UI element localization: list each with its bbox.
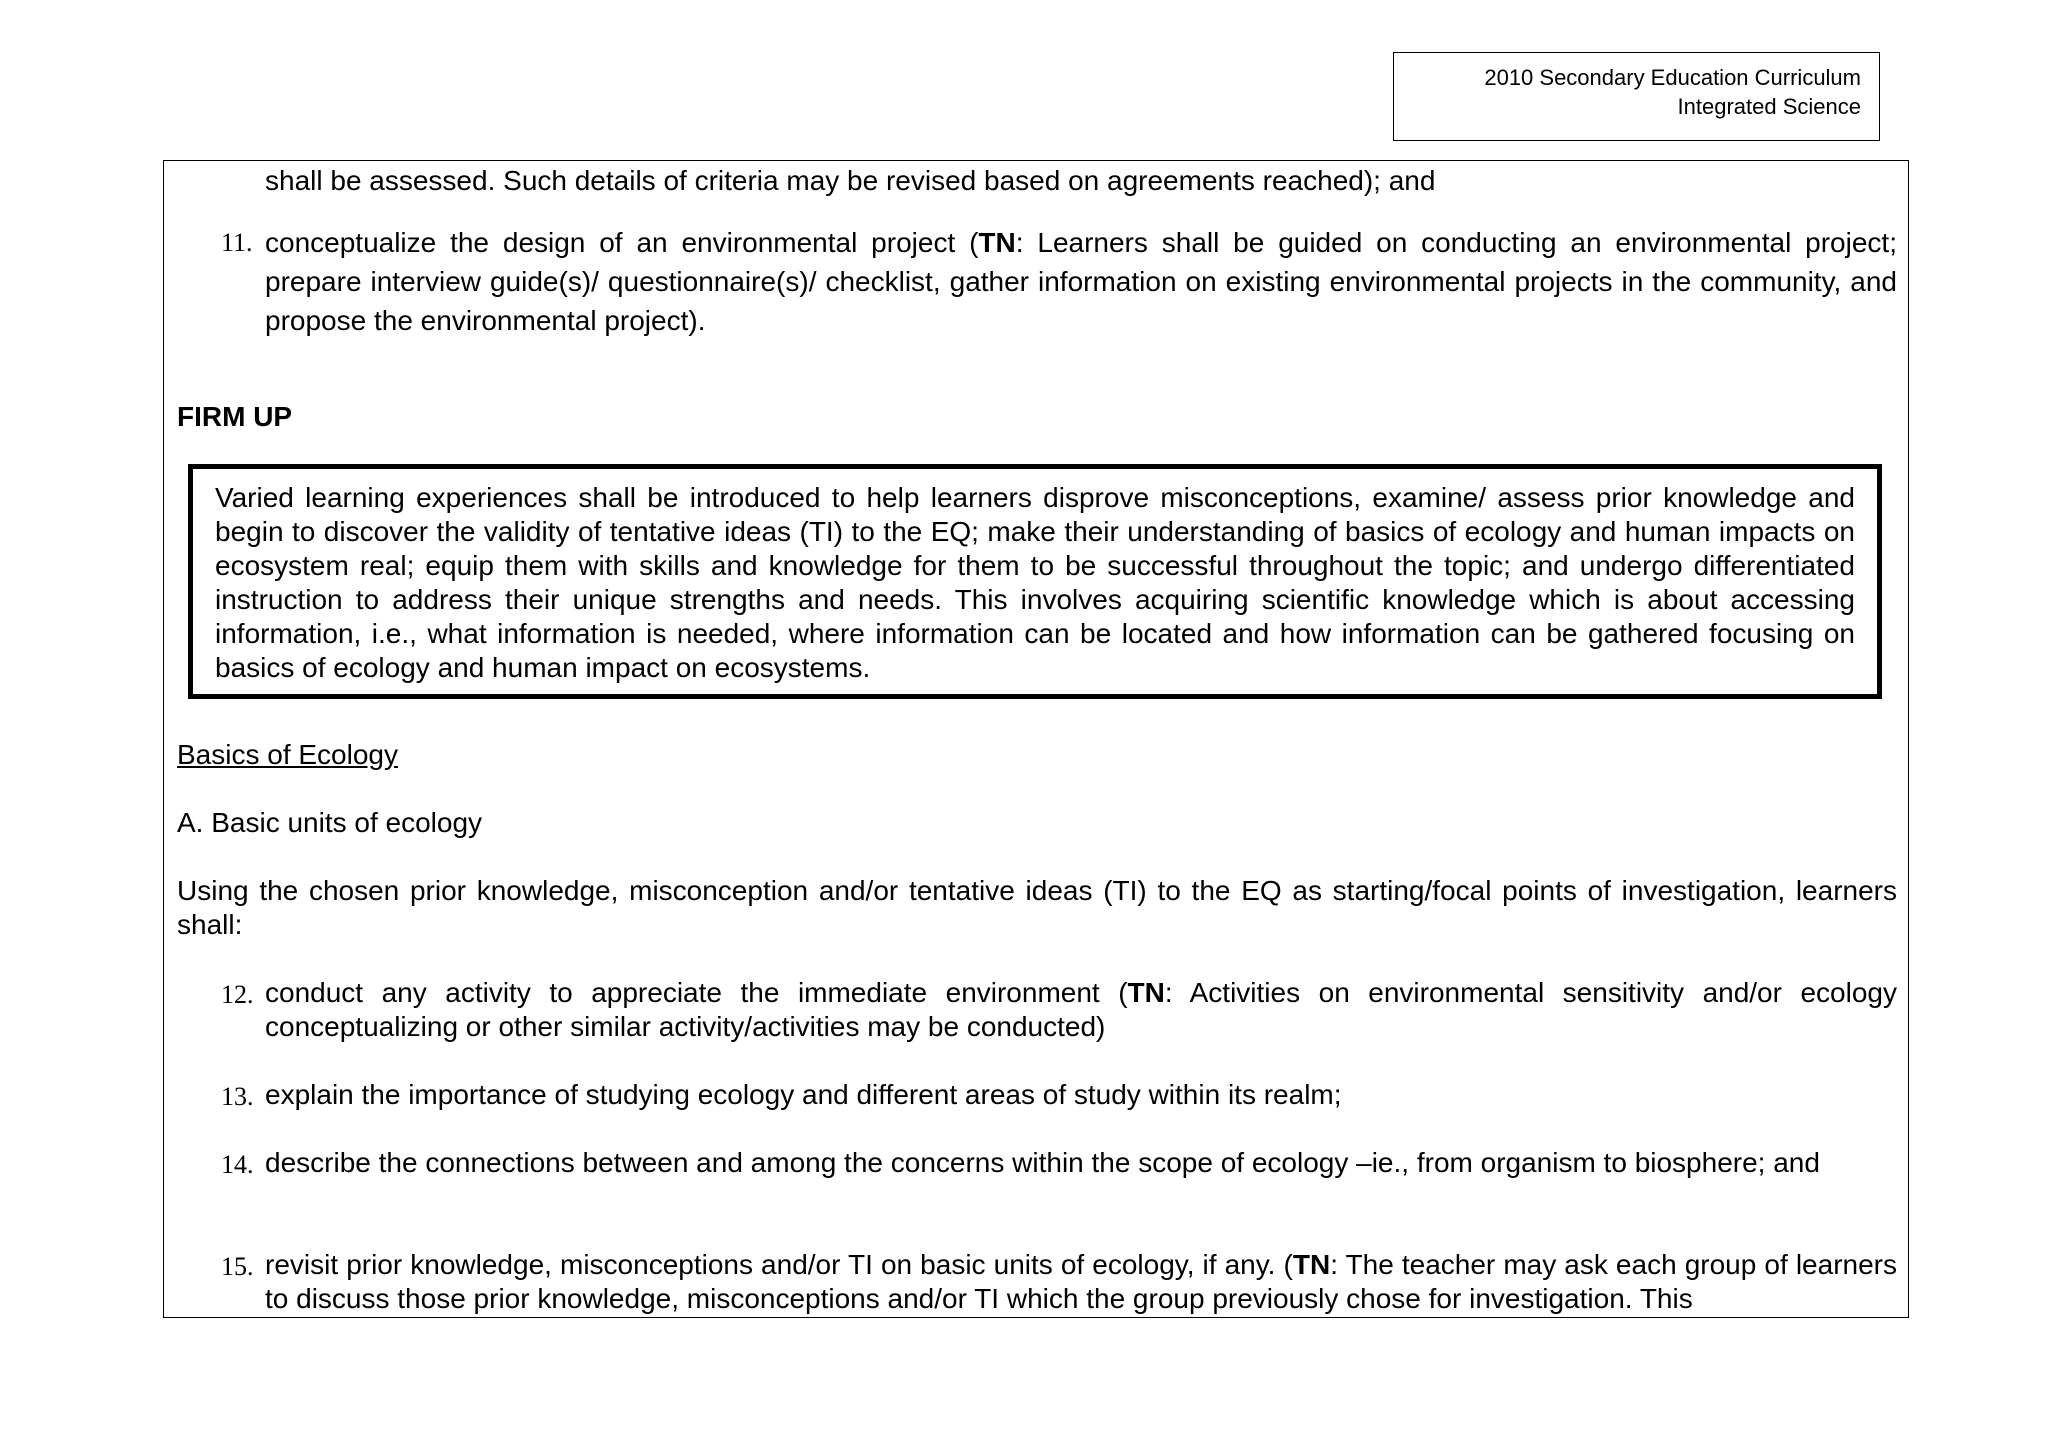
item-15-text: revisit prior knowledge, misconceptions and/or TI on basic units of ecology, if any. (TN: The teacher may ask each group of learners to discuss those prior knowledge, misconceptions and/or TI which the group previously chose for investigation. This bbox=[265, 1249, 1897, 1314]
section-title: Basics of Ecology bbox=[177, 739, 398, 770]
content-frame bbox=[163, 160, 1909, 1318]
tn-label: TN bbox=[978, 227, 1016, 258]
item-number-13: 13. bbox=[221, 1082, 254, 1111]
curriculum-header-box bbox=[1393, 52, 1880, 141]
header-line-1: 2010 Secondary Education Curriculum bbox=[1484, 65, 1861, 90]
tn-label: TN bbox=[1292, 1249, 1331, 1280]
item-14-text: describe the connections between and among the concerns within the scope of ecology –ie., from organism to biosphere; and bbox=[265, 1147, 1820, 1178]
firm-up-box: Varied learning experiences shall be introduced to help learners disprove misconceptions, examine/ assess prior knowledge and begin to discover the validity of tentative ideas (TI) to the EQ; make their understanding of basics of ecology and human impacts on ecosystem real; equip them with skills and knowledge for them to be successful throughout the topic; and undergo differentiated instruction to address their unique strengths and needs. This involves acquiring scientific knowledge which is about accessing information, i.e., what information is needed, where information can be located and how information can be gathered focusing on basics of ecology and human impact on ecosystems. bbox=[188, 464, 1882, 699]
section-intro: Using the chosen prior knowledge, misconception and/or tentative ideas (TI) to the EQ as starting/focal points of investigation, learners shall: bbox=[177, 875, 1897, 940]
item-13-text: explain the importance of studying ecology and different areas of study within its realm; bbox=[265, 1079, 1342, 1110]
item-number-11: 11. bbox=[221, 228, 253, 257]
item-number-15: 15. bbox=[221, 1252, 254, 1281]
item-number-12: 12. bbox=[221, 980, 254, 1009]
item-11-text: conceptualize the design of an environmental project (TN: Learners shall be guided on conducting an environmental project; prepare interview guide(s)/ questionnaire(s)/ checklist, gather information on existing environmental projects in the community, and propose the environmental project). bbox=[265, 227, 1897, 336]
section-subtitle: A. Basic units of ecology bbox=[177, 807, 483, 838]
header-line-2: Integrated Science bbox=[1677, 94, 1861, 119]
firm-up-heading: FIRM UP bbox=[177, 401, 293, 432]
item-12-text: conduct any activity to appreciate the immediate environment (TN: Activities on environmental sensitivity and/or ecology conceptualizing or other similar activity/activities may be conducted) bbox=[265, 977, 1897, 1042]
tn-label: TN bbox=[1127, 977, 1165, 1008]
item-number-14: 14. bbox=[221, 1150, 254, 1179]
continued-text: shall be assessed. Such details of criteria may be revised based on agreements reached); and bbox=[265, 165, 1436, 196]
